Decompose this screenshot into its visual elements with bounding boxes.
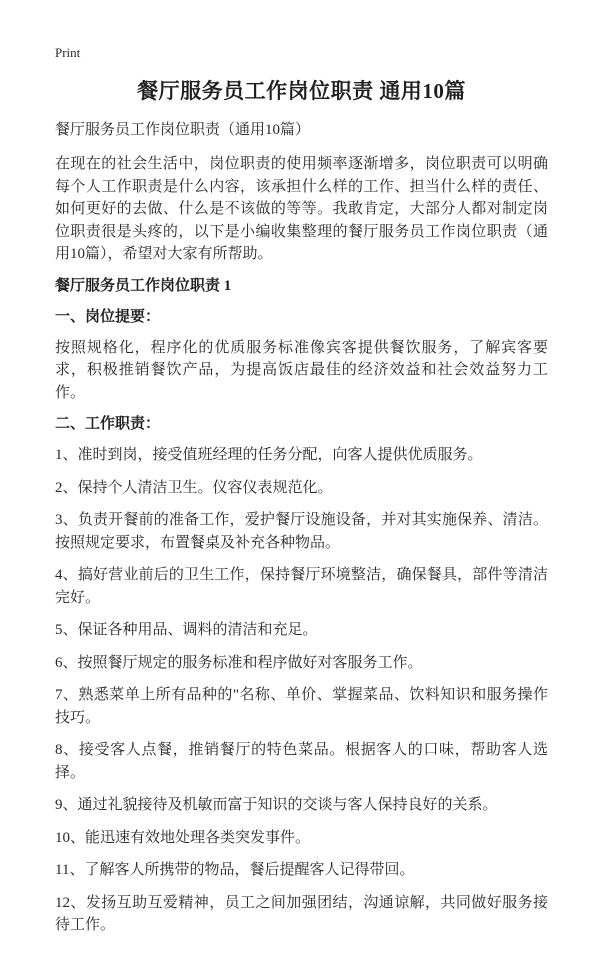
intro-paragraph: 在现在的社会生活中，岗位职责的使用频率逐渐增多，岗位职责可以明确每个人工作职责是什么内容，该承担什么样的工作、担当什么样的责任、如何更好的去做、什么是不该做的等等。我敢肯定，大部分人都对制定岗位职责很是头疼的，以下是小编收集整理的餐厅服务员工作岗位职责（通用10篇），希望对大家有所帮助。	[55, 156, 548, 262]
duty-item-11: 11、了解客人所携带的物品，餐后提醒客人记得带回。	[55, 862, 415, 878]
duty-item-4: 4、搞好营业前后的卫生工作，保持餐厅环境整洁，确保餐具，部件等清洁完好。	[55, 567, 548, 606]
duty-item-10: 10、能迅速有效地处理各类突发事件。	[55, 829, 311, 846]
duty-item-12: 12、发扬互助互爱精神，员工之间加强团结，沟通谅解，共同做好服务接待工作。	[55, 894, 548, 933]
duty-item-1: 1、准时到岗，接受值班经理的任务分配，向客人提供优质服务。	[55, 447, 483, 463]
doc-subtitle: 餐厅服务员工作岗位职责（通用10篇）	[55, 122, 311, 138]
section-1-heading: 餐厅服务员工作岗位职责 1	[55, 277, 232, 294]
duty-item-9: 9、通过礼貌接待及机敏而富于知识的交谈与客人保持良好的关系。	[55, 797, 498, 813]
duty-item-2: 2、保持个人清洁卫生。仪容仪表规范化。	[55, 479, 333, 496]
duty-item-5: 5、保证各种用品、调料的清洁和充足。	[55, 622, 318, 638]
position-summary-heading: 一、岗位提要：	[55, 308, 161, 325]
page-title: 餐厅服务员工作岗位职责 通用10篇	[137, 79, 466, 103]
duty-item-7: 7、熟悉菜单上所有品种的"名称、单价、掌握菜品、饮料知识和服务操作技巧。	[55, 687, 548, 726]
duty-item-6: 6、按照餐厅规定的服务标准和程序做好对客服务工作。	[55, 654, 423, 671]
duty-item-3: 3、负责开餐前的准备工作，爱护餐厅设施设备，并对其实施保养、清洁。按照规定要求，布置餐桌及补充各种物品。	[55, 512, 548, 551]
duties-heading: 二、工作职责：	[55, 416, 161, 432]
position-summary-text: 按照规格化，程序化的优质服务标准像宾客提供餐饮服务，了解宾客要求，积极推销餐饮产品，为提高饭店最佳的经济效益和社会效益努力工作。	[55, 339, 548, 401]
duty-item-8: 8、接受客人点餐，推销餐厅的特色菜品。根据客人的口味，帮助客人选择。	[55, 742, 548, 781]
print-button[interactable]: Print	[55, 45, 81, 60]
